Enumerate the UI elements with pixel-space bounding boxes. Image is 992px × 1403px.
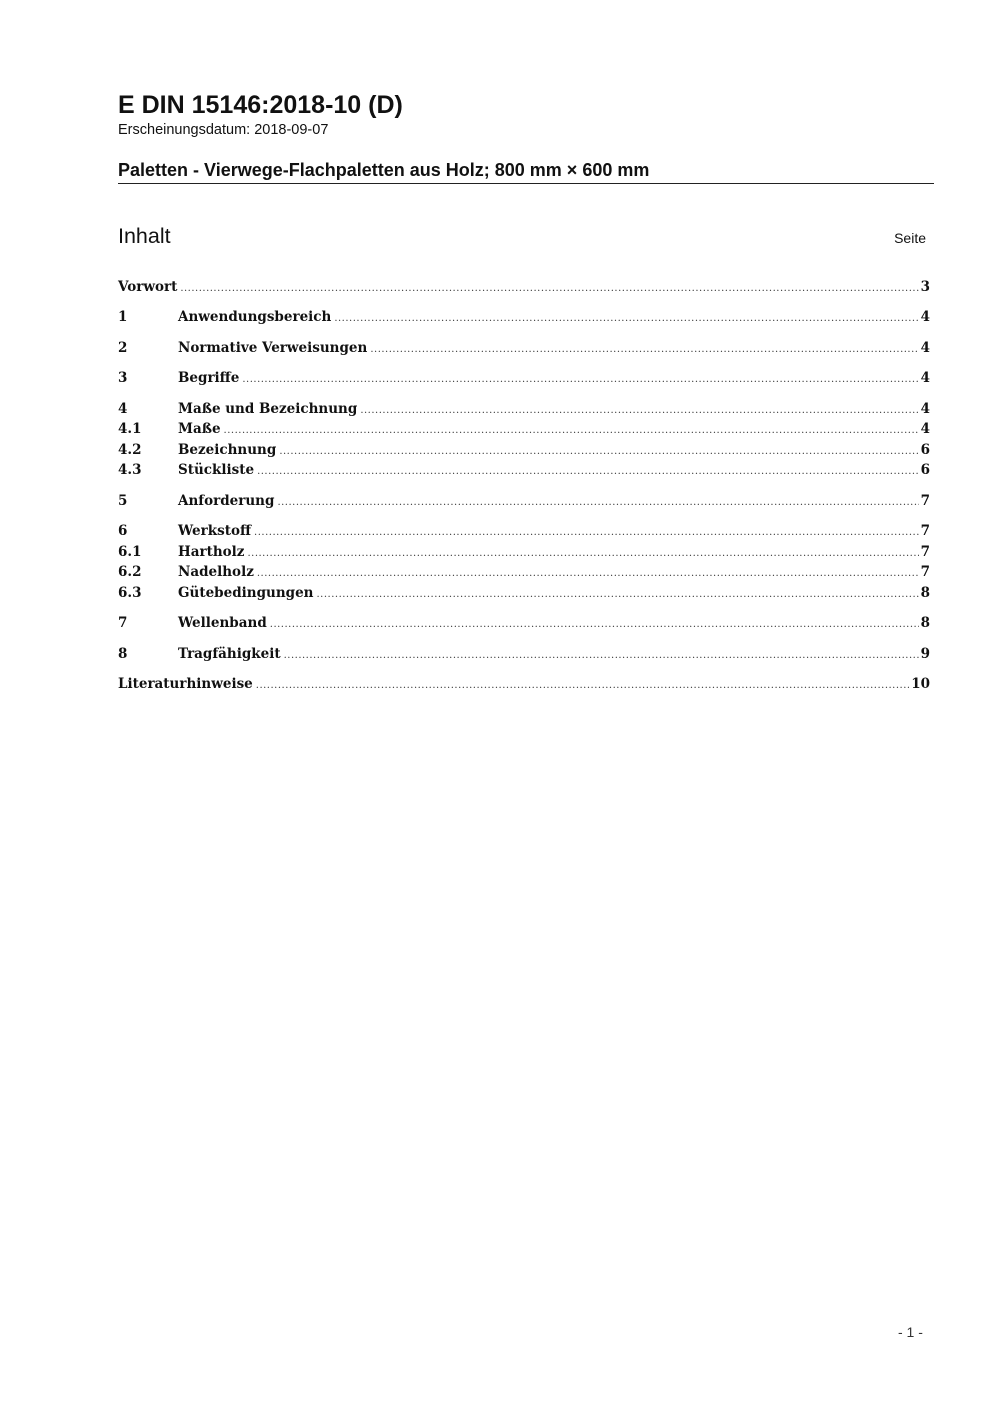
toc-leader-dots <box>334 313 918 324</box>
toc-entry-number: 6.1 <box>118 544 142 560</box>
toc-entry-7[interactable] <box>118 615 930 635</box>
toc-entry-title: Gütebedingungen <box>178 585 314 601</box>
document-header <box>118 89 934 139</box>
toc-entry-page: 4 <box>920 370 930 386</box>
toc-leader-dots <box>224 425 919 436</box>
toc-entry-4-1[interactable] <box>118 421 930 441</box>
toc-leader-dots <box>257 466 919 477</box>
toc-leader-dots <box>247 548 918 559</box>
toc-entry-page: 7 <box>920 493 930 509</box>
document-id: E DIN 15146:2018-10 (D) <box>118 91 403 119</box>
toc-entry-number: 8 <box>118 646 128 662</box>
toc-entry-4[interactable] <box>118 401 930 421</box>
toc-leader-dots <box>256 680 909 691</box>
toc-entry-literaturhinweise[interactable] <box>118 676 930 696</box>
toc-leader-dots <box>257 568 919 579</box>
toc-entry-page: 6 <box>920 442 930 458</box>
toc-entry-4-2[interactable] <box>118 442 930 462</box>
toc-entry-6-2[interactable] <box>118 564 930 584</box>
toc-entry-page: 7 <box>920 523 930 539</box>
toc-entry-5[interactable] <box>118 493 930 513</box>
toc-entry-title: Maße und Bezeichnung <box>178 401 358 417</box>
toc-entry-page: 3 <box>920 279 930 295</box>
toc-entry-number: 4.1 <box>118 421 142 437</box>
toc-entry-number: 4.3 <box>118 462 142 478</box>
toc-entry-number: 3 <box>118 370 128 386</box>
toc-entry-number: 6 <box>118 523 128 539</box>
toc-leader-dots <box>254 527 919 538</box>
toc-entry-6[interactable] <box>118 523 930 543</box>
toc-entry-4-3[interactable] <box>118 462 930 482</box>
toc-entry-page: 10 <box>911 676 930 692</box>
toc-entry-number: 5 <box>118 493 128 509</box>
toc-leader-dots <box>279 446 918 457</box>
toc-entry-title: Begriffe <box>178 370 240 386</box>
toc-entry-1[interactable] <box>118 309 930 329</box>
toc-entry-title: Wellenband <box>178 615 267 631</box>
toc-entry-page: 6 <box>920 462 930 478</box>
toc-entry-page: 4 <box>920 421 930 437</box>
toc-leader-dots <box>284 650 919 661</box>
toc-heading: Inhalt <box>118 224 171 248</box>
toc-leader-dots <box>370 344 918 355</box>
toc-header <box>118 222 926 252</box>
toc-entry-page: 4 <box>920 401 930 417</box>
toc-entry-title: Bezeichnung <box>178 442 277 458</box>
toc-entry-page: 8 <box>920 585 930 601</box>
publication-date: Erscheinungsdatum: 2018-09-07 <box>118 122 329 138</box>
toc-entry-number: 4 <box>118 401 128 417</box>
toc-entry-number: 6.2 <box>118 564 142 580</box>
toc-entry-title: Literaturhinweise <box>118 676 253 692</box>
toc-leader-dots <box>270 619 919 630</box>
toc-entry-page: 7 <box>920 564 930 580</box>
toc-entry-number: 7 <box>118 615 128 631</box>
page-number: - 1 - <box>898 1324 923 1340</box>
toc-entry-title: Anwendungsbereich <box>178 309 332 325</box>
toc-entry-vorwort[interactable] <box>118 279 930 299</box>
toc-entry-number: 6.3 <box>118 585 142 601</box>
toc-entry-title: Vorwort <box>118 279 178 295</box>
toc-entry-number: 1 <box>118 309 128 325</box>
toc-entry-2[interactable] <box>118 340 930 360</box>
toc-entry-page: 9 <box>920 646 930 662</box>
toc-entry-title: Hartholz <box>178 544 245 560</box>
toc-entry-title: Normative Verweisungen <box>178 340 368 356</box>
toc-entry-title: Anforderung <box>178 493 275 509</box>
toc-entry-title: Maße <box>178 421 221 437</box>
toc-entry-title: Werkstoff <box>178 523 252 539</box>
toc-entry-page: 8 <box>920 615 930 631</box>
toc-entry-number: 4.2 <box>118 442 142 458</box>
toc-entry-title: Tragfähigkeit <box>178 646 281 662</box>
toc-leader-dots <box>242 374 918 385</box>
toc-leader-dots <box>180 283 918 294</box>
toc-entry-page: 4 <box>920 309 930 325</box>
toc-entry-6-3[interactable] <box>118 585 930 605</box>
toc-entry-title: Nadelholz <box>178 564 254 580</box>
toc-entry-number: 2 <box>118 340 128 356</box>
toc-entry-title: Stückliste <box>178 462 255 478</box>
toc-leader-dots <box>317 589 919 600</box>
toc-entry-3[interactable] <box>118 370 930 390</box>
toc-page-column-label: Seite <box>894 230 926 246</box>
document-subtitle: Paletten - Vierwege-Flachpaletten aus Holz; 800 mm × 600 mm <box>118 159 934 184</box>
toc-entry-page: 7 <box>920 544 930 560</box>
toc-entry-8[interactable] <box>118 646 930 666</box>
toc-entry-6-1[interactable] <box>118 544 930 564</box>
toc-entry-page: 4 <box>920 340 930 356</box>
toc-leader-dots <box>360 405 918 416</box>
toc-leader-dots <box>277 497 918 508</box>
